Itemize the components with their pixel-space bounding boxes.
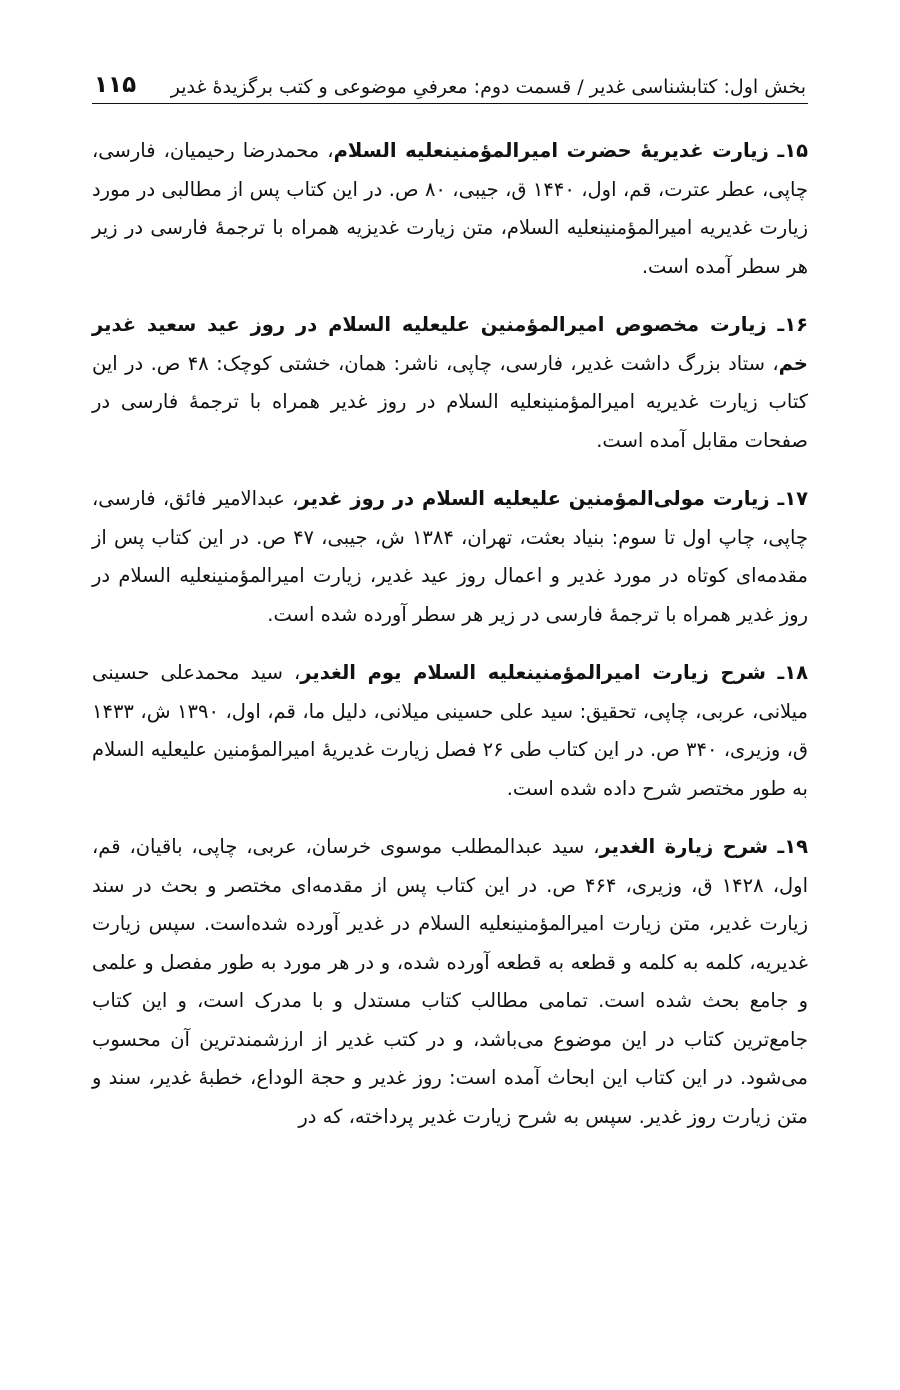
entry-text: ، عبدالامیر فائق، فارسی، چاپی، چاپ اول تا سوم: بنیاد بعثت، تهران، ۱۳۸۴ ش، جیبی، ۴۷ ص. در این کتاب پس از مقدمه‌ای کوتاه در مورد غدیر و اعمال روز عید غدیر، زیارت امیرالمؤمنینعليه السلام در روز غدیر همراه با ترجمهٔ فارسی در زیر هر سطر آورده شده است. <box>92 487 808 626</box>
bibliography-entry-19 <box>92 828 808 1136</box>
entry-text: ، سید محمدعلی حسینی میلانی، عربی، چاپی، تحقیق: سید علی حسینی میلانی، دلیل ما، قم، اول، ۱۳۹۰ ش، ۱۴۳۳ ق، وزیری، ۳۴۰ ص. در این کتاب طی ۲۶ فصل زیارت غدیریهٔ امیرالمؤمنین علیعليه السلام به طور مختصر شرح داده شده است. <box>92 661 808 800</box>
running-header-title: بخش اول: کتابشناسی غدیر / قسمت دوم: معرفیِ موضوعی و کتب برگزیدهٔ غدیر <box>170 76 806 98</box>
entry-text: ، سید عبدالمطلب موسوی خرسان، عربی، چاپی، باقیان، قم، اول، ۱۴۲۸ ق، وزیری، ۴۶۴ ص. در این کتاب پس از مقدمه‌ای مختصر و بحث در سند زیارت غدیر، متن زیارت امیرالمؤمنینعليه السلام در غدیر آورده شده‌است. سپس زیارت غدیریه، کلمه به کلمه و قطعه به قطعه آورده شده، و در هر مورد به طور مفصل و علمی و جامع بحث شده است. تمامی مطالب کتاب مستدل و با مدرک است، و این کتاب جامع‌ترین کتاب در این موضوع می‌باشد، و در کتب غدیر از ارزشمندترین آن محسوب می‌شود. در این کتاب این ابحاث آمده است: روز غدیر و حجة الوداع، خطبهٔ غدیر، سند و متن زیارت روز غدیر. سپس به شرح زیارت غدیر پرداخته، که در <box>92 835 808 1128</box>
book-page <box>92 60 808 1156</box>
entry-title: ۱۵ـ زیارت غدیریهٔ حضرت امیرالمؤمنینعليه السلام <box>333 139 808 162</box>
entry-title: ۱۸ـ شرح زیارت امیرالمؤمنینعليه السلام یوم الغدیر <box>300 661 808 684</box>
entry-text: ، ستاد بزرگ داشت غدیر، فارسی، چاپی، ناشر: همان، خشتی کوچک: ۴۸ ص. در این کتاب زیارت غدیریه امیرالمؤمنینعليه السلام در روز غدیر همراه با ترجمهٔ فارسی در صفحات مقابل آمده است. <box>92 351 808 452</box>
bibliography-entry-16 <box>92 306 808 460</box>
running-header <box>92 60 808 104</box>
bibliography-entry-15 <box>92 132 808 286</box>
bibliography-entries <box>92 132 808 1136</box>
entry-title: ۱۹ـ شرح زیارة الغدیر <box>599 835 808 858</box>
entry-title: ۱۶ـ زیارت مخصوص امیرالمؤمنین علیعليه السلام در روز عید سعید غدیر خم <box>92 313 808 375</box>
page-number: ۱۱۵ <box>94 72 137 98</box>
bibliography-entry-17 <box>92 480 808 634</box>
entry-text: ، محمدرضا رحیمیان، فارسی، چاپی، عطر عترت، قم، اول، ۱۴۴۰ ق، جیبی، ۸۰ ص. در این کتاب پس از مطالبی در مورد زیارت غدیریه امیرالمؤمنینعليه السلام، متن زیارت غدیزیه همراه با ترجمهٔ فارسی در زیر هر سطر آمده است. <box>92 139 808 278</box>
entry-title: ۱۷ـ زیارت مولی‌المؤمنین علیعليه السلام در روز غدیر <box>298 487 808 510</box>
bibliography-entry-18 <box>92 654 808 808</box>
